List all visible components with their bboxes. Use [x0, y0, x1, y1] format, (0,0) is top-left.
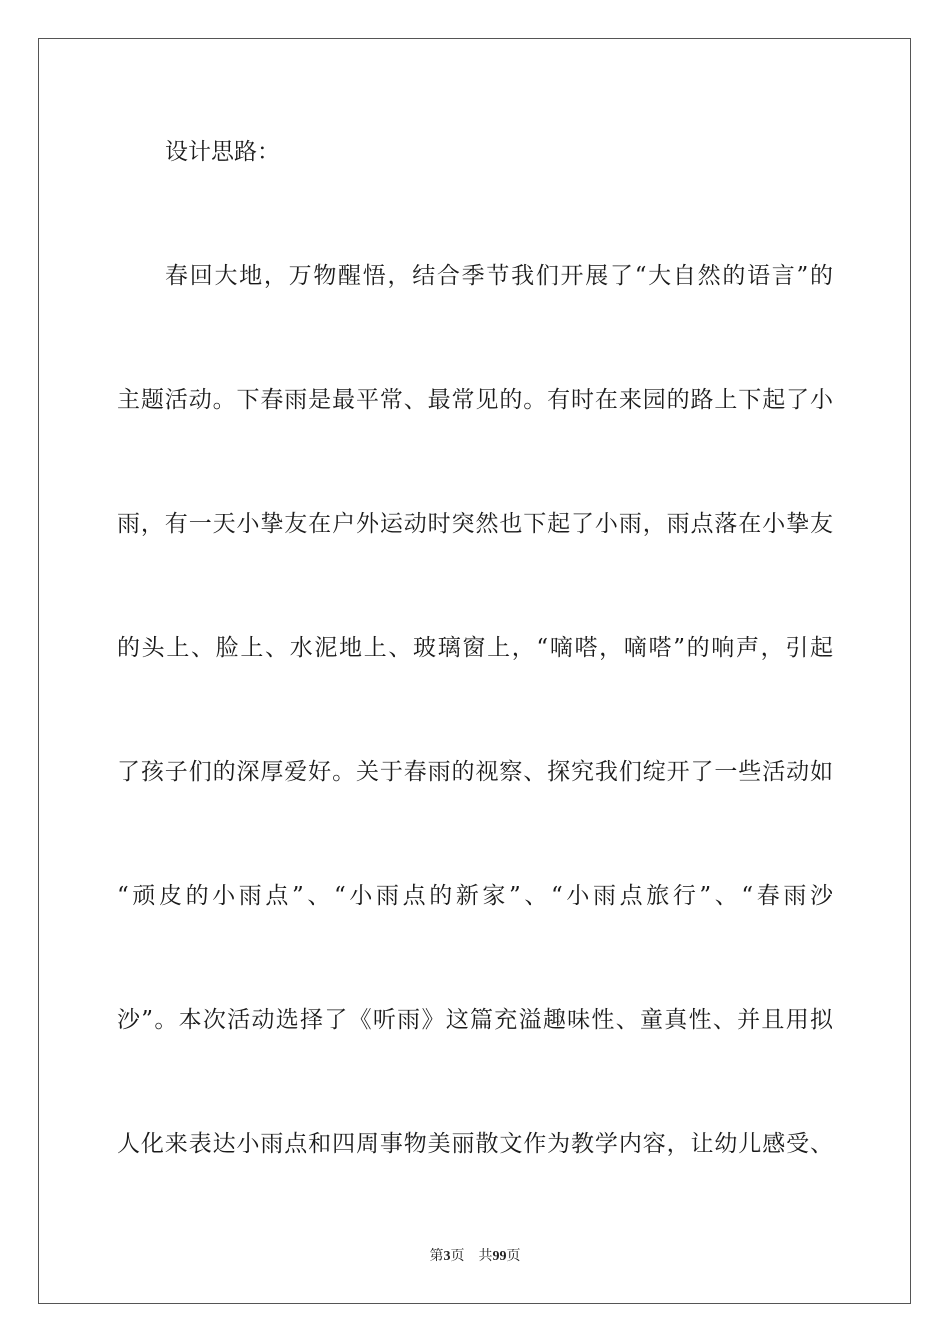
paragraph-line: 主题活动。下春雨是最平常、最常见的。有时在来园的路上下起了小 [117, 387, 833, 413]
paragraph-line: 了孩子们的深厚爱好。关于春雨的视察、探究我们绽开了一些活动如 [117, 759, 833, 785]
page-border [38, 38, 911, 1304]
total-unit: 页 [506, 1249, 521, 1264]
paragraph-line: 人化来表达小雨点和四周事物美丽散文作为教学内容，让幼儿感受、 [117, 1131, 833, 1157]
page-number: 3 [443, 1249, 451, 1264]
paragraph-line: “顽皮的小雨点”、“小雨点的新家”、“小雨点旅行”、“春雨沙 [117, 883, 833, 909]
page-prefix: 第 [429, 1249, 444, 1264]
paragraph-line: 的头上、脸上、水泥地上、玻璃窗上，“嘀嗒，嘀嗒”的响声，引起 [117, 635, 833, 661]
section-heading: 设计思路： [165, 139, 280, 165]
total-prefix: 共 [478, 1249, 493, 1264]
paragraph-line: 沙”。本次活动选择了《听雨》这篇充溢趣味性、童真性、并且用拟 [117, 1007, 833, 1033]
paragraph-line: 雨，有一天小挚友在户外运动时突然也下起了小雨，雨点落在小挚友 [117, 511, 833, 537]
total-pages: 99 [492, 1249, 507, 1264]
paragraph-line: 春回大地，万物醒悟，结合季节我们开展了“大自然的语言”的 [165, 263, 833, 289]
page-footer [0, 1248, 950, 1266]
page-unit: 页 [450, 1249, 465, 1264]
